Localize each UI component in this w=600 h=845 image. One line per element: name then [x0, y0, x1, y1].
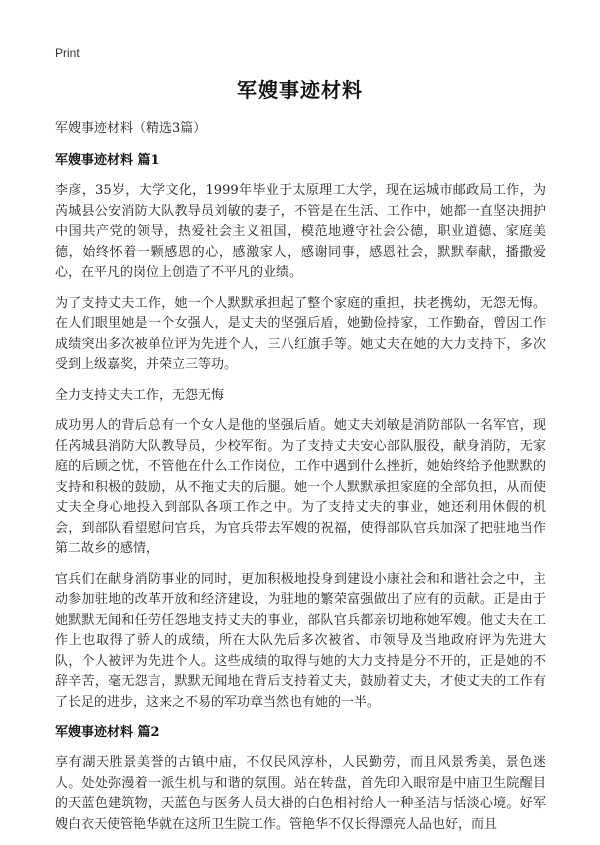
paragraph-subheading: 全力支持丈夫工作，无怨无悔 [55, 387, 225, 403]
document-body [55, 119, 546, 845]
section-heading: 军嫂事迹材料 篇1 [55, 153, 160, 168]
section-2 [55, 723, 546, 835]
print-label: Print [55, 46, 80, 60]
section-1 [55, 151, 546, 713]
document-subtitle: 军嫂事迹材料（精选3篇） [55, 121, 207, 136]
paragraph: 成功男人的背后总有一个女人是他的坚强后盾。她丈夫刘敏是消防部队一名军官，现任芮城县消防大队教导员，少校军衔。为了支持丈夫安心部队服役，献身消防，无家庭的后顾之忧，不管他在什么工作岗位，工作中遇到什么挫折，她始终给予他默默的支持和积极的鼓励，从不拖丈夫的后腿。她一个人默默承担家庭的全部负担，从而使丈夫全身心地投入到部队各项工作之中。为了支持丈夫的事业，她还利用休假的机会，到部队看望慰问官兵，为官兵带去军嫂的祝福，使得部队官兵加深了把驻地当作第二故乡的感情， [55, 418, 546, 556]
paragraph: 官兵们在献身消防事业的同时，更加积极地投身到建设小康社会和和谐社会之中，主动参加驻地的改革开放和经济建设，为驻地的繁荣富强做出了应有的贡献。正是由于她默默无闻和任劳任怨地支持丈夫的事业，部队官兵都亲切地称她军嫂。他丈夫在工作上也取得了骄人的成绩，所在大队先后多次被省、市领导及当地政府评为先进大队，个人被评为先进个人。这些成绩的取得与她的大力支持是分不开的，正是她的不辞辛苦，毫无怨言，默默无闻地在背后支持着丈夫，鼓励着丈夫，才使丈夫的工作有了长足的进步，这来之不易的军功章当然也有她的一半。 [55, 571, 546, 710]
section-heading: 军嫂事迹材料 篇2 [55, 725, 160, 740]
paragraph: 为了支持丈夫工作，她一个人默默承担起了整个家庭的重担，扶老携幼，无怨无悔。在人们眼里她是一个女强人，是丈夫的坚强后盾，她勤俭持家，工作勤奋，曾因工作成绩突出多次被单位评为先进个人，三八红旗手等。她丈夫在她的大力支持下，多次受到上级嘉奖，并荣立三等功。 [55, 295, 546, 372]
document-title: 军嫂事迹材料 [237, 78, 363, 102]
paragraph: 享有湖天胜景美誉的古镇中庙，不仅民风淳朴，人民勤劳，而且风景秀美，景色迷人。处处弥漫着一派生机与和谐的氛围。站在转盘，首先印入眼帘是中庙卫生院醒目的天蓝色建筑物，天蓝色与医务人员大褂的白色相衬给人一种圣洁与恬淡心境。好军嫂白衣天使管艳华就在这所卫生院工作。管艳华不仅长得漂亮人品也好，而且 [55, 755, 546, 832]
paragraph: 李彦，35岁，大学文化，1999年毕业于太原理工大学，现在运城市邮政局工作，为芮城县公安消防大队教导员刘敏的妻子，不管是在生活、工作中，她都一直坚决拥护中国共产党的领导，热爱社会主义祖国，模范地遵守社会公德，职业道德、家庭美德，始终怀着一颗感恩的心，感激家人，感谢同事，感恩社会，默默奉献，播撒爱心，在平凡的岗位上创造了不平凡的业绩。 [55, 183, 546, 280]
